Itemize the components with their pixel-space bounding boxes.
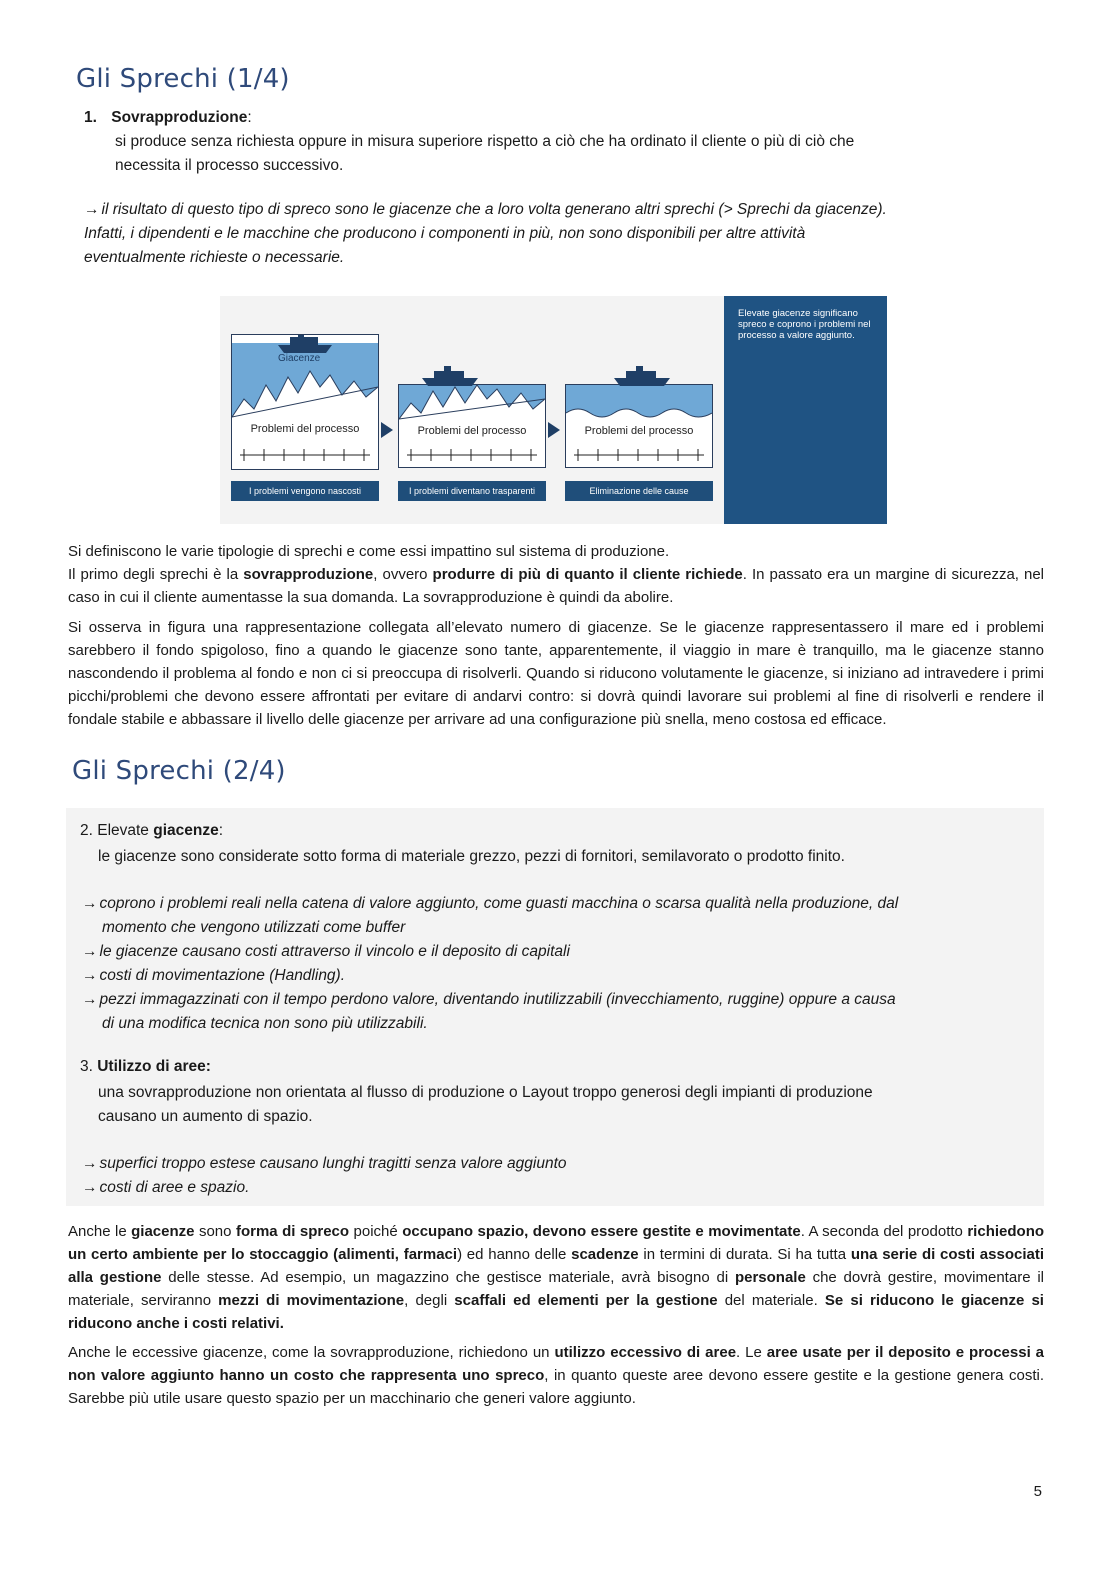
paragraph-figure: Si osserva in figura una rappresentazione collegata all’elevato numero di giacenze. Se le giacenze rappresentassero il mare ed i problemi sarebbero il fondo spigoloso, fino a quando le giacenze sono tante, apparentemente, il viaggio in mare è tranquillo, ma le giacenze stanno nascondendo il problema al fondo e non ci si preoccupa di risolverli. Quando si riducono volutamente le giacenze, si iniziano ad intravedere i primi picchi/problemi che devono essere affrontati per evitare di andarvi contro: si dovrà quindi lavorare sui problemi al fine di risolverli e rendere il fondale stabile e abbassare il livello delle giacenze per arrivare ad una configurazione più snella, meno costosa ed efficace. (68, 619, 1044, 728)
bold-run: aree usate per il deposito e processi a non valore aggiunto hanno un costo che rappresenta uno spreco (68, 1344, 1045, 1384)
text-run: Anche le eccessive giacenze, come la sovrapproduzione, richiedono un (68, 1344, 555, 1361)
diagram-caption: Eliminazione delle cause (565, 481, 713, 501)
text-run: poiché (349, 1223, 403, 1240)
diagram-panel-hidden (231, 334, 379, 470)
text-run: . Le (736, 1344, 767, 1361)
text-run: che dovrà gestire, movimentare il materiale, serviranno (68, 1269, 1044, 1309)
item-name: Sovrapproduzione (111, 109, 248, 126)
text-run: sono (194, 1223, 236, 1240)
sidebar-text: Elevate giacenze significano spreco e coprono i problemi nel processo a valore aggiunto. (738, 308, 871, 341)
bold-run: occupano spazio, devono essere gestite e movimentate (402, 1223, 801, 1240)
note-line: il risultato di questo tipo di spreco sono le giacenze che a loro volta generano altri sprechi (> Sprechi da giacenze). (101, 201, 887, 218)
paragraph-line: Il primo degli sprechi è la sovrapproduzione, ovvero produrre di più di quanto il cliente richiede. In passato era un margine di sicurezza, nel caso in cui il cliente aumentasse la sua domanda. La sovrapproduzione è quindi da abolire. (68, 566, 1045, 606)
item-1-description (115, 130, 1045, 178)
panel-label: Problemi del processo (584, 425, 694, 437)
arrow-right-icon: → (84, 201, 100, 218)
text-run: Anche le (68, 1223, 132, 1240)
arrow-right-icon: → (82, 943, 98, 960)
text-run: in termini di durata. Si ha tutta (638, 1246, 851, 1263)
bold-run: utilizzo eccessivo di aree (554, 1344, 737, 1361)
bold-run: scaffali ed elementi per la gestione (454, 1292, 718, 1309)
text-run: delle stesse. Ad esempio, un magazzino che gestisce materiale, avrà bisogno di (161, 1269, 735, 1286)
item-number: 1. (84, 109, 97, 126)
arrow-right-icon (381, 422, 393, 438)
item-3-heading: 3. Utilizzo di aree: (80, 1058, 211, 1075)
ship-icon (612, 366, 672, 388)
item-2-description: le giacenze sono considerate sotto forma di materiale grezzo, pezzi di fornitori, semilavorato o prodotto finito. (98, 848, 845, 865)
diagram-caption: I problemi diventano trasparenti (398, 481, 546, 501)
diagram-panel-transparent (398, 384, 546, 468)
text-run: ) ed hanno delle (457, 1246, 572, 1263)
arrow-right-icon: → (82, 895, 98, 912)
item-3-description: una sovrapproduzione non orientata al flusso di produzione o Layout troppo generosi degli impianti di produzione causano un aumento di spazio. (98, 1084, 873, 1125)
bold-run: mezzi di movimentazione (218, 1292, 405, 1309)
arrow-right-icon: → (82, 967, 98, 984)
item-desc-line: si produce senza richiesta oppure in misura superiore rispetto a ciò che ha ordinato il cliente o più di ciò che (115, 133, 855, 150)
item-3-notes: → superfici troppo estese causano lunghi tragitti senza valore aggiunto → costi di aree e spazio. (82, 1155, 567, 1196)
bold-run: scadenze (571, 1246, 639, 1263)
diagram-caption: I problemi vengono nascosti (231, 481, 379, 501)
section-title-1: Gli Sprechi (1/4) (76, 64, 290, 94)
bold-run: giacenze (131, 1223, 195, 1240)
panel-label: Problemi del processo (250, 423, 360, 435)
arrow-right-icon (548, 422, 560, 438)
item-desc-line: necessita il processo successivo. (115, 157, 344, 174)
paragraph-aree (68, 1341, 1044, 1410)
item-colon: : (247, 109, 252, 126)
diagram-panel-eliminated (565, 384, 713, 468)
item-1-heading (84, 109, 252, 127)
paragraph-giacenze (68, 1220, 1044, 1335)
panel-label: Problemi del processo (417, 425, 527, 437)
bold-run: richiedono un certo ambiente per lo stoccaggio (alimenti, farmaci (68, 1223, 1045, 1263)
arrow-right-icon: → (82, 991, 98, 1008)
section-title-2: Gli Sprechi (2/4) (72, 756, 286, 786)
item-1-note (84, 198, 1044, 270)
item-2-notes: → coprono i problemi reali nella catena di valore aggiunto, come guasti macchina o scarsa qualità nella produzione, dal momento che vengono utilizzati come buffer → le giacenze causano costi attraverso il vincolo e il deposito di capitali → costi di movimentazione (Handling). → pezzi immagazzinati con il tempo perdono valore, diventando inutilizzabili (invecchiamento, ruggine) oppure a causa di una modifica tecnica non sono più utilizzabili. (82, 895, 899, 1032)
text-run: , degli (404, 1292, 455, 1309)
bold-run: forma di spreco (235, 1223, 350, 1240)
paragraph-line: Si definiscono le varie tipologie di sprechi e come essi impattino sul sistema di produzione. (68, 543, 670, 560)
item-2-heading: 2. Elevate giacenze: (80, 822, 224, 839)
note-line: Infatti, i dipendenti e le macchine che producono i componenti in più, non sono disponibili per altre attività (84, 225, 806, 242)
text-run: del materiale. (717, 1292, 825, 1309)
arrow-right-icon: → (82, 1155, 98, 1172)
bold-run: Se si riducono le giacenze si riducono anche i costi relativi. (68, 1292, 1044, 1332)
water-label: Giacenze (278, 353, 321, 364)
text-run: , in quanto queste aree devono essere gestite e la gestione genera costi. Sarebbe più utile usare questo spazio per un macchinario che generi valore aggiunto. (68, 1367, 1044, 1407)
bold-run: personale (734, 1269, 806, 1286)
paragraph-intro (68, 540, 1044, 609)
ship-icon (420, 366, 480, 388)
arrow-right-icon: → (82, 1179, 98, 1196)
text-run: . A seconda del prodotto (800, 1223, 968, 1240)
bold-run: una serie di costi associati alla gestione (68, 1246, 1044, 1286)
diagram-sidebar (724, 296, 887, 524)
note-line: eventualmente richieste o necessarie. (84, 249, 345, 266)
page-number: 5 (1033, 1483, 1042, 1500)
